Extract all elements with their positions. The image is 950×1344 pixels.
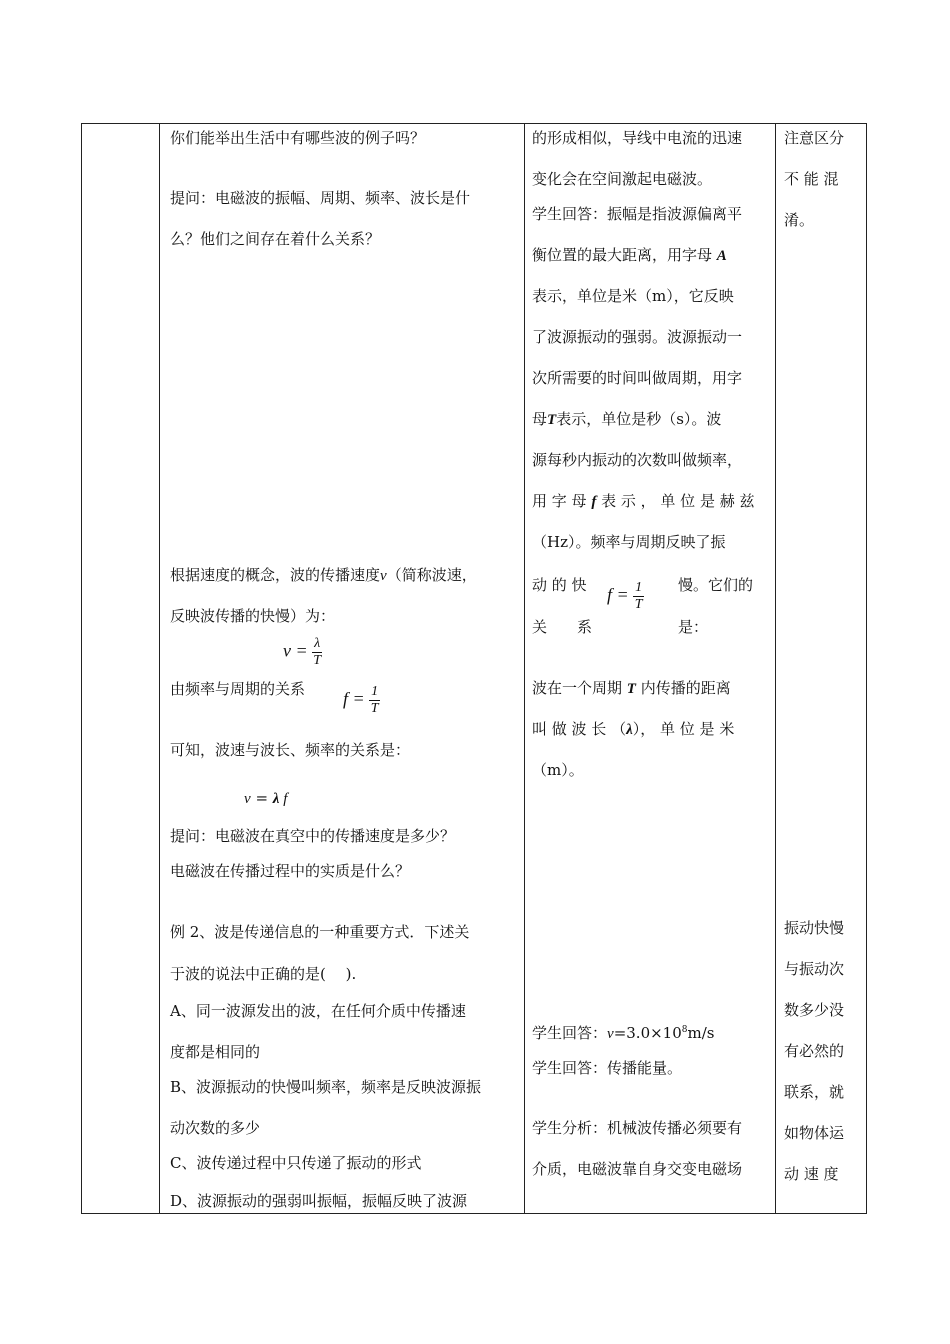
option-d-line1: D、波源振动的强弱叫振幅，振幅反映了波源 (170, 1192, 468, 1210)
question-wave-examples: 你们能举出生活中有哪些波的例子吗？ (170, 129, 426, 147)
student-text-line: 动 的 快 (532, 576, 587, 594)
option-b-line2: 动次数的多少 (170, 1119, 261, 1137)
table-border-right (866, 123, 867, 1214)
formula-f-one-over-t: f = $\frac{1}{T}$ (343, 684, 379, 716)
student-text-line: 用 字 母 f 表 示 ， 单 位 是 赫 兹 (532, 492, 755, 510)
student-text-line: 是： (678, 618, 709, 636)
table-divider-1 (159, 123, 160, 1214)
student-text-line: 衡位置的最大距离，用字母 A (532, 246, 727, 264)
table-border-top (81, 123, 867, 124)
formula-v-lambda-over-t: v = $\frac{\lambda}{T}$ (283, 636, 322, 668)
student-text-line: 表示，单位是米（m），它反映 (532, 287, 734, 305)
frequency-period-relation: 由频率与周期的关系 (170, 680, 306, 698)
student-text-line: 学生回答：振幅是指波源偏离平 (532, 205, 743, 223)
note-line: 振动快慢 (784, 919, 845, 937)
note-line: 淆。 (784, 211, 815, 229)
question-em-speed: 提问：电磁波在真空中的传播速度是多少？ (170, 827, 456, 845)
speed-concept-line1: 根据速度的概念，波的传播速度v（简称波速， (170, 566, 477, 584)
formula-v-lambda-f: v = λ f (244, 789, 288, 807)
student-text-line: 波在一个周期 T 内传播的距离 (532, 679, 731, 697)
student-text-line: （m）。 (532, 761, 584, 779)
student-text-line: 关 系 (532, 618, 593, 636)
note-line: 有必然的 (784, 1042, 845, 1060)
note-line: 数多少没 (784, 1001, 845, 1019)
example-2-line2: 于波的说法中正确的是( ). (170, 965, 357, 983)
note-line: 动 速 度 (784, 1165, 839, 1183)
student-text-line: 慢。它们的 (678, 576, 754, 594)
question-em-wave-line1: 提问：电磁波的振幅、周期、频率、波长是什 (170, 189, 471, 207)
table-divider-3 (775, 123, 776, 1214)
note-line: 与振动次 (784, 960, 845, 978)
wave-speed-relation-intro: 可知，波速与波长、频率的关系是： (170, 741, 411, 759)
speed-concept-line2: 反映波传播的快慢）为： (170, 607, 336, 625)
option-a-line1: A、同一波源发出的波，在任何介质中传播速 (170, 1002, 466, 1020)
student-answer-essence: 学生回答：传播能量。 (532, 1059, 683, 1077)
option-b-line1: B、波源振动的快慢叫频率，频率是反映波源振 (170, 1078, 482, 1096)
table-divider-2 (524, 123, 525, 1214)
student-text-line: 叫 做 波 长 （λ）， 单 位 是 米 (532, 720, 735, 738)
student-text-line: 源每秒内振动的次数叫做频率， (532, 451, 743, 469)
option-c: C、波传递过程中只传递了振动的形式 (170, 1154, 422, 1172)
question-em-wave-line2: 么？他们之间存在着什么关系？ (170, 230, 381, 248)
example-2-line1: 例 2、波是传递信息的一种重要方式．下述关 (170, 923, 470, 941)
student-text-line: 了波源振动的强弱。波源振动一 (532, 328, 743, 346)
formula-f-one-over-t: f = $\frac{1}{T}$ (607, 580, 643, 612)
note-line: 联系，就 (784, 1083, 845, 1101)
table-border-bottom (81, 1213, 867, 1214)
student-text-line: 变化会在空间激起电磁波。 (532, 170, 713, 188)
student-text-line: 母T表示，单位是秒（s）。波 (532, 410, 722, 428)
student-text-line: （Hz）。频率与周期反映了振 (532, 533, 726, 551)
student-analysis-line1: 学生分析：机械波传播必须要有 (532, 1119, 743, 1137)
table-border-left (81, 123, 82, 1214)
student-answer-speed: 学生回答：$v=3.0\times 10^8m/s$ (532, 1024, 715, 1042)
student-text-line: 次所需要的时间叫做周期，用字 (532, 369, 743, 387)
option-a-line2: 度都是相同的 (170, 1043, 261, 1061)
question-em-essence: 电磁波在传播过程中的实质是什么？ (170, 862, 411, 880)
note-line: 不 能 混 (784, 170, 839, 188)
note-line: 注意区分 (784, 129, 845, 147)
student-text-line: 的形成相似，导线中电流的迅速 (532, 129, 743, 147)
student-analysis-line2: 介质，电磁波靠自身交变电磁场 (532, 1160, 743, 1178)
note-line: 如物体运 (784, 1124, 845, 1142)
